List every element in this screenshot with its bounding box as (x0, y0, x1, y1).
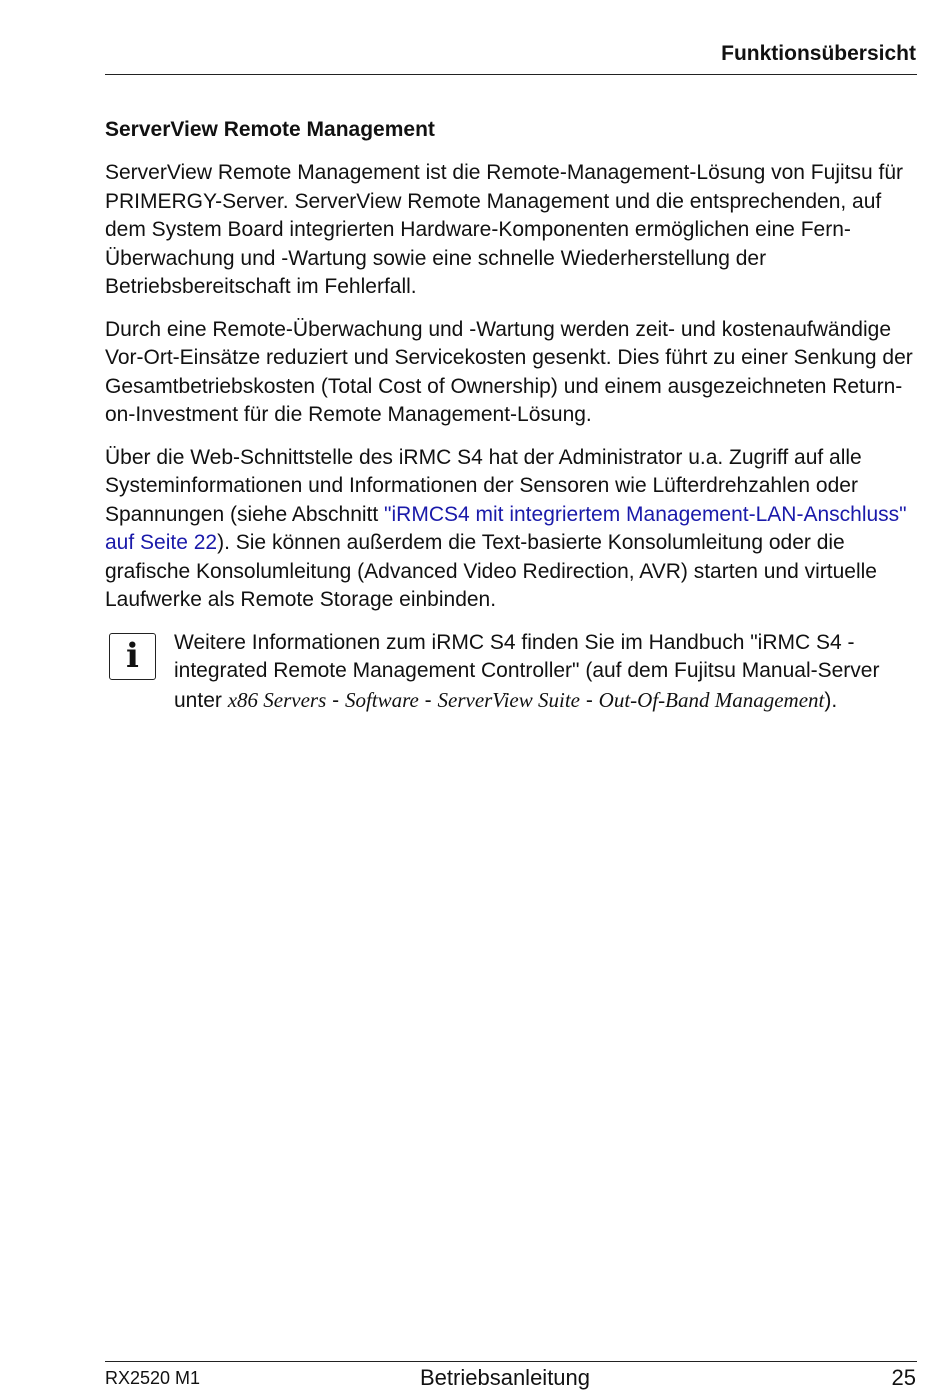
menu-path-serverview-suite: ServerView Suite (437, 687, 580, 712)
footer-divider (105, 1361, 917, 1362)
menu-path-x86-servers: x86 Servers (227, 687, 327, 712)
paragraph-web-interface-text-2: ). Sie können außerdem die Text-basierte Konsolumleitung oder die grafische Konsolumleitung (Advanced Video Redirection, AVR) starten und virtuelle Laufwerke als Remote Storage einbinden. (105, 531, 877, 611)
paragraph-web-interface-text-1: Über die Web-Schnittstelle des iRMC S4 hat der Administrator u.a. Zugriff auf alle Systeminformationen und Informationen der Sensoren wie Lüfterdrehzahlen oder Spannungen (siehe Abschnitt (105, 445, 862, 526)
paragraph-benefits: Durch eine Remote-Überwachung und -Wartung werden zeit- und kostenaufwändige Vor-Ort-Einsätze reduziert und Servicekosten gesenkt. Dies führt zu einer Senkung der Gesamtbetriebskosten (Total Cost of Ownership) und einem ausgezeichneten Return-on-Investment für die Remote Management-Lösung. (105, 317, 913, 426)
info-icon: i (109, 633, 156, 680)
info-note-text-1: Weitere Informationen zum iRMC S4 finden Sie im Handbuch "iRMC S4 - integrated Remote Management Controller" (auf dem Fujitsu Manual-Server unter (174, 630, 880, 712)
info-note-text (174, 629, 915, 716)
main-content (105, 115, 915, 715)
footer-document-title: Betriebsanleitung (420, 1365, 591, 1390)
page-number: 25 (891, 1365, 916, 1390)
cross-reference-link[interactable]: "iRMCS4 mit integriertem Management-LAN-Anschluss" auf Seite 22 (105, 502, 907, 554)
footer-model: RX2520 M1 (105, 1368, 201, 1388)
info-note (105, 629, 915, 716)
info-note-text-2: ). (824, 688, 838, 712)
paragraph-intro: ServerView Remote Management ist die Remote-Management-Lösung von Fujitsu für PRIMERGY-Server. ServerView Remote Management und die entsprechenden, auf dem System Board integrierten Hardware-Komponenten ermöglichen eine Fern-Überwachung und -Wartung sowie eine schnelle Wiederherstellung der Betriebsbereitschaft im Fehlerfall. (105, 161, 903, 298)
menu-path-out-of-band: Out-Of-Band Management (598, 687, 825, 712)
header-divider (105, 74, 917, 75)
running-header-title: Funktionsübersicht (721, 42, 916, 65)
path-separator: - (326, 688, 345, 712)
paragraph-web-interface (105, 444, 915, 615)
path-separator: - (579, 688, 599, 712)
section-heading: ServerView Remote Management (105, 118, 435, 141)
menu-path-software: Software (344, 687, 419, 712)
path-separator: - (418, 688, 438, 712)
